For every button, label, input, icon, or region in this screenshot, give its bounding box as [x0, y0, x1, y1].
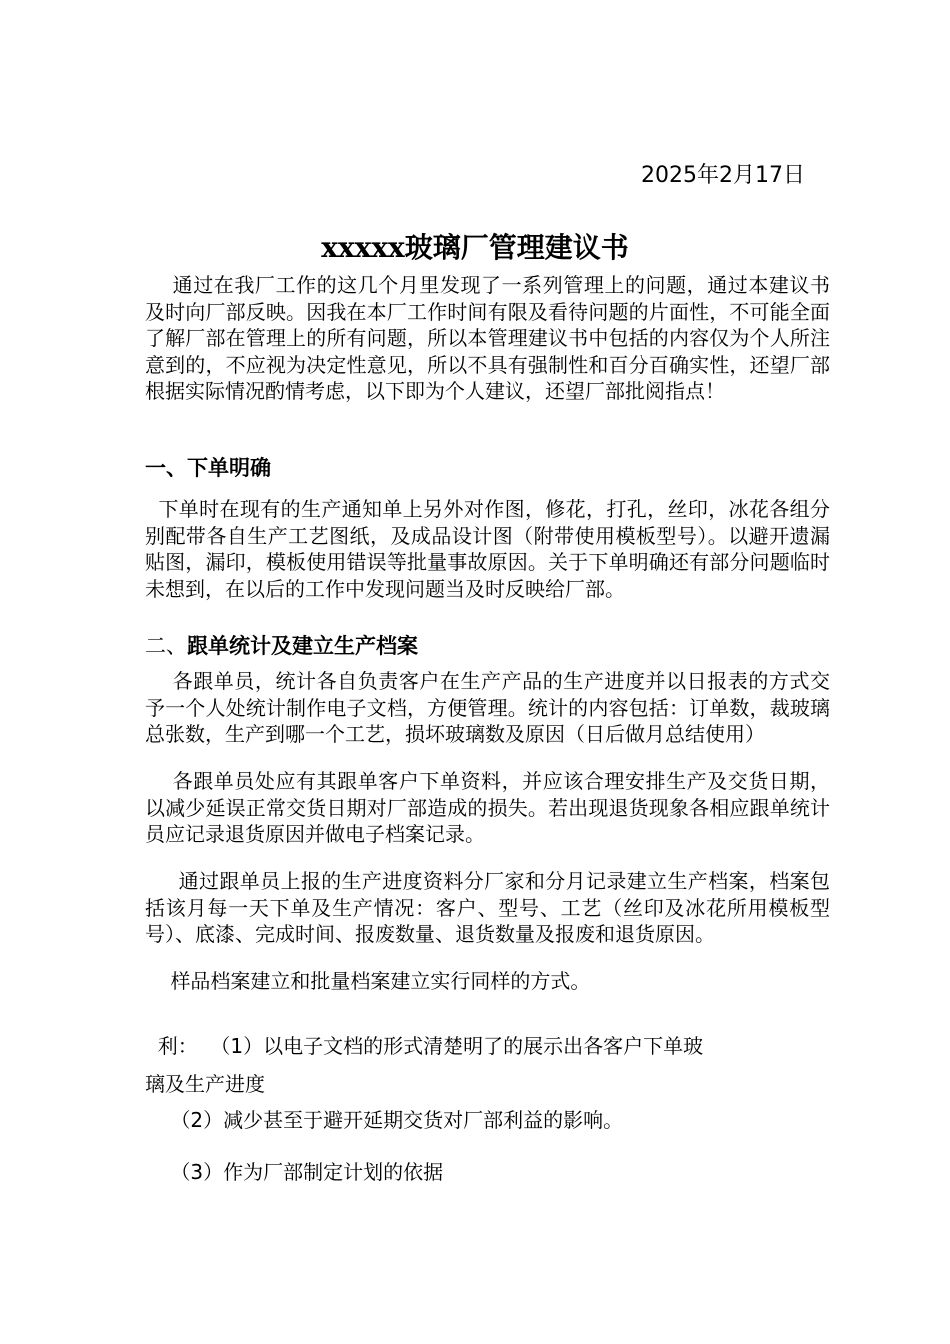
benefit-line-1: 利： （1）以电子文档的形式清楚明了的展示出各客户下单玻	[145, 1034, 704, 1058]
document-title: xxxxx玻璃厂管理建议书	[321, 231, 629, 264]
section-2-paragraph-1: 各跟单员，统计各自负责客户在生产产品的生产进度并以日报表的方式交予一个人处统计制作电子文档，方便管理。统计的内容包括：订单数，裁玻璃总张数，生产到哪一个工艺，损坏玻璃数及原因（日后做月总结使用）	[145, 669, 830, 746]
benefit-line-2: （2）减少甚至于避开延期交货对厂部利益的影响。	[145, 1108, 624, 1132]
section-2-paragraph-2: 各跟单员处应有其跟单客户下单资料，并应该合理安排生产及交货日期，以减少延误正常交货日期对厂部造成的损失。若出现退货现象各相应跟单统计员应记录退货原因并做电子档案记录。	[145, 769, 830, 846]
intro-paragraph: 通过在我厂工作的这几个月里发现了一系列管理上的问题，通过本建议书及时向厂部反映。因我在本厂工作时间有限及看待问题的片面性，不可能全面了解厂部在管理上的所有问题，所以本管理建议书中包括的内容仅为个人所注意到的，不应视为决定性意见，所以不具有强制性和百分百确实性，还望厂部根据实际情况酌情考虑，以下即为个人建议，还望厂部批阅指点！	[145, 273, 830, 403]
section-1-heading: 一、下单明确	[145, 456, 271, 480]
benefit-line-1-continued: 璃及生产进度	[145, 1072, 265, 1096]
document-date: 2025年2月17日	[641, 163, 805, 188]
section-2-heading	[145, 630, 418, 660]
section-2-heading-text: 跟单统计及建立生产档案	[187, 634, 418, 658]
section-1-body: 下单时在现有的生产通知单上另外对作图，修花，打孔，丝印，冰花各组分别配带各自生产工艺图纸，及成品设计图（附带使用模板型号）。以避开遗漏贴图，漏印，模板使用错误等批量事故原因。关于下单明确还有部分问题临时未想到，在以后的工作中发现问题当及时反映给厂部。	[145, 497, 830, 601]
section-2-paragraph-4: 样品档案建立和批量档案建立实行同样的方式。	[145, 969, 591, 993]
section-2-paragraph-3: 通过跟单员上报的生产进度资料分厂家和分月记录建立生产档案，档案包括该月每一天下单及生产情况：客户、型号、工艺（丝印及冰花所用模板型号）、底漆、完成时间、报废数量、退货数量及报废和退货原因。	[145, 869, 830, 946]
section-2-heading-number: 二、	[145, 634, 187, 658]
benefit-line-3: （3）作为厂部制定计划的依据	[145, 1160, 444, 1184]
